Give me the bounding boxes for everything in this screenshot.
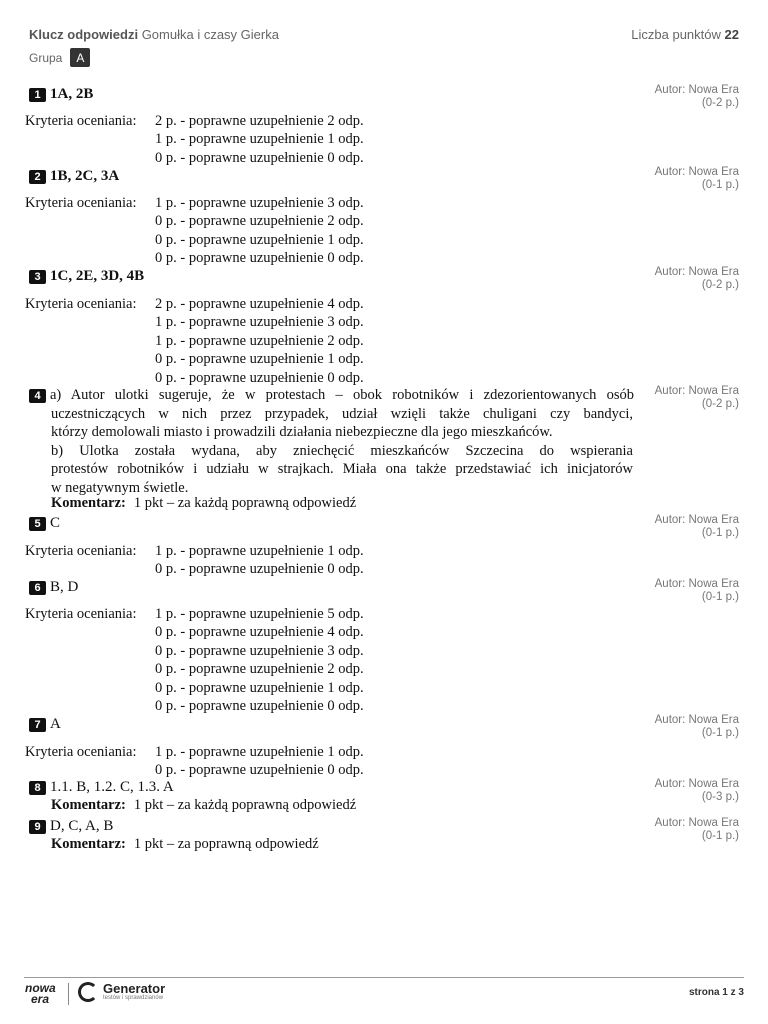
question-7 bbox=[29, 716, 634, 733]
group-badge: A bbox=[70, 48, 90, 67]
criterion: 2 p. - poprawne uzupełnienie 4 odp. bbox=[155, 296, 364, 312]
answer-line: którzy demolowali miasto i prowadzili działania niebezpieczne dla jego mieszkańców. bbox=[51, 424, 553, 441]
question-number: 5 bbox=[29, 517, 46, 531]
author: Autor: Nowa Era bbox=[654, 514, 739, 526]
generator-logo bbox=[78, 982, 165, 1002]
author-info bbox=[655, 266, 739, 292]
criterion: 1 p. - poprawne uzupełnienie 1 odp. bbox=[155, 543, 364, 559]
points: (0-2 p.) bbox=[701, 97, 739, 109]
criterion: 0 p. - poprawne uzupełnienie 2 odp. bbox=[155, 661, 364, 678]
question-8 bbox=[29, 779, 634, 796]
criteria-label: Kryteria oceniania: bbox=[25, 744, 137, 760]
comment-label: Komentarz: bbox=[51, 495, 126, 511]
criterion: 0 p. - poprawne uzupełnienie 1 odp. bbox=[155, 679, 364, 696]
question-number: 9 bbox=[29, 820, 46, 834]
title-bold: Klucz odpowiedzi bbox=[29, 27, 139, 42]
author-info bbox=[655, 817, 739, 843]
question-6 bbox=[29, 579, 634, 596]
comment-label: Komentarz: bbox=[51, 836, 126, 852]
logo-separator bbox=[68, 983, 69, 1005]
points: (0-3 p.) bbox=[701, 791, 739, 803]
comment bbox=[51, 797, 356, 814]
question-number: 8 bbox=[29, 781, 46, 795]
criterion: 1 p. - poprawne uzupełnienie 3 odp. bbox=[155, 195, 364, 211]
answer: D, C, A, B bbox=[50, 818, 114, 834]
footer-divider bbox=[24, 977, 744, 978]
nowa-era-logo: nowa era bbox=[25, 981, 56, 1006]
author: Autor: Nowa Era bbox=[654, 385, 739, 397]
question-number: 3 bbox=[29, 270, 46, 284]
author: Autor: Nowa Era bbox=[654, 84, 739, 96]
author-info bbox=[655, 166, 739, 192]
criterion: 1 p. - poprawne uzupełnienie 5 odp. bbox=[155, 606, 364, 622]
criterion: 0 p. - poprawne uzupełnienie 0 odp. bbox=[155, 369, 364, 386]
points: (0-2 p.) bbox=[701, 398, 739, 410]
criterion: 0 p. - poprawne uzupełnienie 0 odp. bbox=[155, 149, 364, 166]
question-number: 2 bbox=[29, 170, 46, 184]
criteria bbox=[25, 605, 364, 715]
answer: 1A, 2B bbox=[50, 86, 94, 102]
question-number: 6 bbox=[29, 581, 46, 595]
author-info bbox=[655, 714, 739, 740]
points: (0-1 p.) bbox=[701, 179, 739, 191]
document-title bbox=[29, 27, 279, 42]
author: Autor: Nowa Era bbox=[654, 817, 739, 829]
answer: B, D bbox=[50, 579, 79, 595]
author: Autor: Nowa Era bbox=[654, 266, 739, 278]
question-5 bbox=[29, 515, 634, 532]
criterion: 0 p. - poprawne uzupełnienie 1 odp. bbox=[155, 351, 364, 368]
group-label: Grupa bbox=[29, 50, 63, 65]
question-number: 1 bbox=[29, 88, 46, 102]
criterion: 1 p. - poprawne uzupełnienie 3 odp. bbox=[155, 314, 364, 331]
group-row bbox=[29, 48, 90, 67]
criterion: 0 p. - poprawne uzupełnienie 4 odp. bbox=[155, 624, 364, 641]
points: (0-1 p.) bbox=[701, 527, 739, 539]
question-9 bbox=[29, 818, 634, 835]
question-number: 7 bbox=[29, 718, 46, 732]
criteria-label: Kryteria oceniania: bbox=[25, 296, 137, 312]
answer-line: w negatywnym świetle. bbox=[51, 479, 189, 496]
criteria bbox=[25, 743, 364, 780]
criteria bbox=[25, 194, 364, 268]
generator-subtitle: testów i sprawdzianów bbox=[103, 995, 164, 1001]
criteria-label: Kryteria oceniania: bbox=[25, 195, 137, 211]
criterion: 0 p. - poprawne uzupełnienie 3 odp. bbox=[155, 642, 364, 659]
answer: C bbox=[50, 515, 61, 531]
criterion: 0 p. - poprawne uzupełnienie 0 odp. bbox=[155, 250, 364, 267]
comment bbox=[51, 836, 319, 853]
points-total bbox=[631, 27, 739, 42]
criteria bbox=[25, 112, 364, 167]
points: (0-2 p.) bbox=[701, 279, 739, 291]
criteria-label: Kryteria oceniania: bbox=[25, 606, 137, 622]
criterion: 0 p. - poprawne uzupełnienie 0 odp. bbox=[155, 698, 364, 715]
question-2 bbox=[29, 168, 634, 185]
author-info bbox=[655, 514, 739, 540]
answer: 1C, 2E, 3D, 4B bbox=[50, 268, 145, 284]
author: Autor: Nowa Era bbox=[654, 778, 739, 790]
criterion: 1 p. - poprawne uzupełnienie 2 odp. bbox=[155, 332, 364, 349]
criterion: 0 p. - poprawne uzupełnienie 0 odp. bbox=[155, 762, 364, 779]
criteria-label: Kryteria oceniania: bbox=[25, 543, 137, 559]
criterion: 0 p. - poprawne uzupełnienie 2 odp. bbox=[155, 213, 364, 230]
points-label: Liczba punktów bbox=[631, 27, 721, 42]
comment-text: 1 pkt – za każdą poprawną odpowiedź bbox=[133, 495, 357, 511]
criterion: 0 p. - poprawne uzupełnienie 1 odp. bbox=[155, 231, 364, 248]
criterion: 2 p. - poprawne uzupełnienie 2 odp. bbox=[155, 113, 364, 129]
answer-line: a) Autor ulotki sugeruje, że w protestach – obok robotników i zdezorientowanych osób bbox=[50, 387, 634, 403]
generator-title: Generator bbox=[103, 981, 166, 996]
answer: 1.1. B, 1.2. C, 1.3. A bbox=[50, 779, 174, 795]
criteria-label: Kryteria oceniania: bbox=[25, 113, 137, 129]
criterion: 1 p. - poprawne uzupełnienie 1 odp. bbox=[155, 744, 364, 760]
author: Autor: Nowa Era bbox=[654, 714, 739, 726]
author-info bbox=[655, 778, 739, 804]
comment-label: Komentarz: bbox=[51, 797, 126, 813]
page-number: strona 1 z 3 bbox=[688, 987, 744, 998]
question-4 bbox=[29, 387, 634, 404]
author-info bbox=[655, 385, 739, 411]
answer: 1B, 2C, 3A bbox=[50, 168, 120, 184]
question-3 bbox=[29, 268, 634, 285]
generator-g-icon bbox=[78, 982, 98, 1002]
comment-text: 1 pkt – za poprawną odpowiedź bbox=[133, 836, 319, 852]
title-topic: Gomułka i czasy Gierka bbox=[141, 27, 279, 42]
answer-line: uczestniczących w nich przez przypadek, udział wzięli także chuligani czy bandyci, bbox=[51, 406, 633, 422]
answer-body bbox=[51, 405, 633, 497]
question-number: 4 bbox=[29, 389, 46, 403]
criteria bbox=[25, 295, 364, 387]
answer-line: b) Ulotka została wydana, aby zniechęcić mieszkańców Szczecina do wspierania bbox=[51, 442, 633, 459]
points: (0-1 p.) bbox=[701, 727, 739, 739]
answer: A bbox=[50, 716, 61, 732]
author: Autor: Nowa Era bbox=[654, 578, 739, 590]
author-info bbox=[655, 84, 739, 110]
points: (0-1 p.) bbox=[701, 591, 739, 603]
author-info bbox=[655, 578, 739, 604]
criterion: 1 p. - poprawne uzupełnienie 1 odp. bbox=[155, 131, 364, 148]
answer-line: protestów robotników i udziału w strajkach. Miała ona także przedstawiać ich inicjatorów bbox=[51, 461, 633, 478]
author: Autor: Nowa Era bbox=[654, 166, 739, 178]
points: (0-1 p.) bbox=[701, 830, 739, 842]
criterion: 0 p. - poprawne uzupełnienie 0 odp. bbox=[155, 561, 364, 578]
question-1 bbox=[29, 86, 634, 103]
points-value: 22 bbox=[724, 27, 739, 42]
comment bbox=[51, 495, 356, 512]
criteria bbox=[25, 542, 364, 579]
comment-text: 1 pkt – za każdą poprawną odpowiedź bbox=[133, 797, 357, 813]
